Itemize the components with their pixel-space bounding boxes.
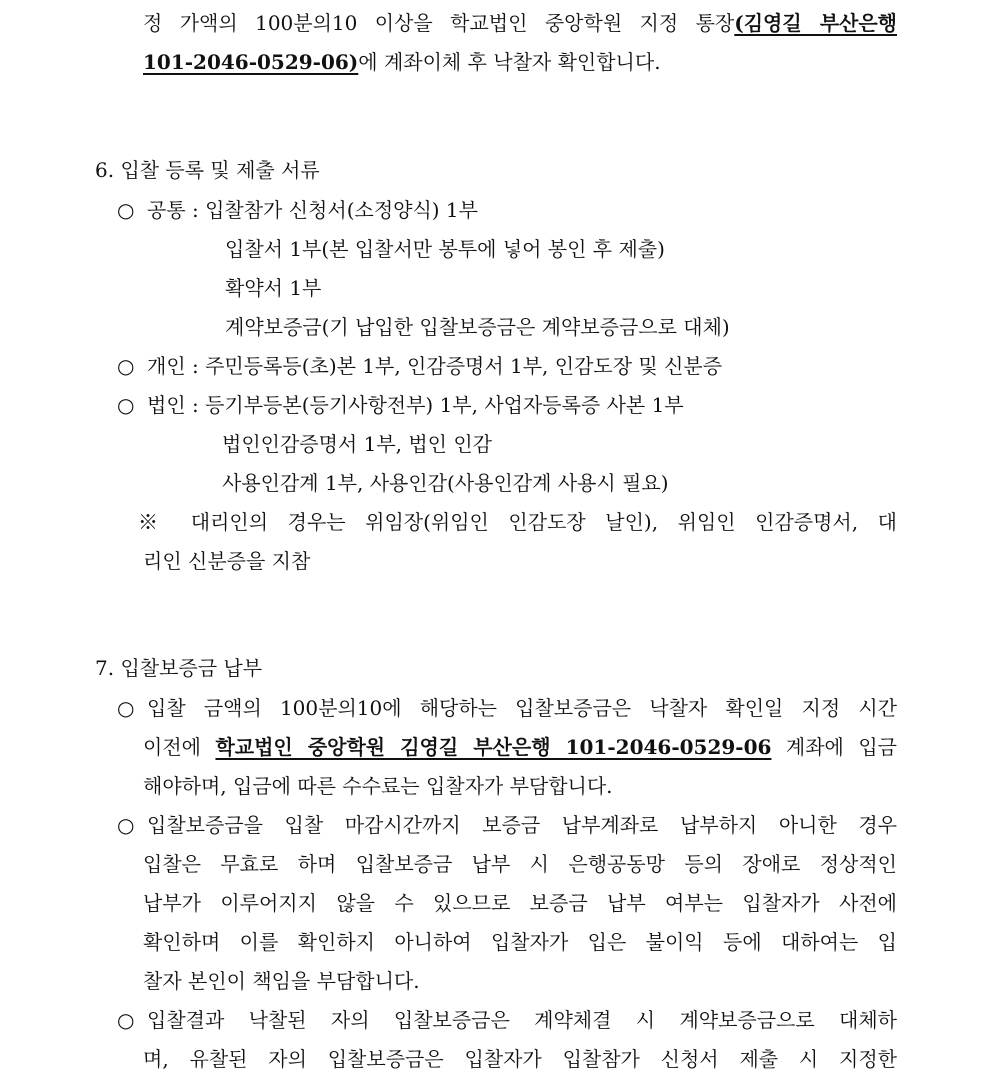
- s6-corporate-row: [117, 390, 684, 420]
- common-item-1: 입찰참가 신청서(소정양식) 1부: [205, 198, 478, 222]
- top-text-a: 정 가액의 100분의10 이상을 학교법인 중앙학원 지정 통장: [143, 11, 735, 35]
- p1-text-2c: 계좌에 입금: [771, 735, 897, 759]
- corporate-item-1: 등기부등본(등기사항전부) 1부, 사업자등록증 사본 1부: [205, 393, 684, 417]
- section-6-heading: 6. 입찰 등록 및 제출 서류: [95, 158, 320, 182]
- bullet-circle-icon: ○: [117, 696, 135, 720]
- top-line-2: [143, 47, 661, 77]
- individual-label: 개인 :: [147, 354, 206, 378]
- bullet-circle-icon: ○: [117, 198, 135, 222]
- top-line-1: [143, 8, 897, 38]
- bullet-circle-icon: ○: [117, 354, 135, 378]
- note-text-1: 대리인의 경우는 위임장(위임인 인감도장 날인), 위임인 인감증명서, 대: [190, 510, 897, 534]
- corporate-label: 법인 :: [147, 393, 206, 417]
- individual-item-1: 주민등록등(초)본 1부, 인감증명서 1부, 인감도장 및 신분증: [205, 354, 723, 378]
- s6-note-line-1: [138, 507, 897, 537]
- s7-p2-line-1: [117, 810, 897, 840]
- s7-p1-line-3: 해야하며, 입금에 따른 수수료는 입찰자가 부담합니다.: [143, 774, 613, 798]
- bullet-circle-icon: ○: [117, 393, 135, 417]
- common-item-2: 입찰서 1부(본 입찰서만 봉투에 넣어 봉인 후 제출): [225, 237, 665, 261]
- common-label: 공통 :: [147, 198, 206, 222]
- p1-text-2a: 이전에: [143, 735, 216, 759]
- s7-p3-line-1: [117, 1005, 897, 1035]
- p3-text-1: 입찰결과 낙찰된 자의 입찰보증금은 계약체결 시 계약보증금으로 대체하: [147, 1008, 897, 1032]
- s7-p1-line-2: [143, 732, 897, 762]
- bank-account-underlined-c: 학교법인 중앙학원 김영길 부산은행 101-2046-0529-06: [215, 735, 772, 759]
- top-text-b: 에 계좌이체 후 낙찰자 확인합니다.: [358, 50, 661, 74]
- corporate-item-2: 법인인감증명서 1부, 법인 인감: [222, 432, 492, 456]
- common-item-3: 확약서 1부: [225, 276, 322, 300]
- common-item-4: 계약보증금(기 납입한 입찰보증금은 계약보증금으로 대체): [225, 315, 730, 339]
- s6-individual-row: [117, 351, 722, 381]
- bullet-circle-icon: ○: [117, 1008, 135, 1032]
- corporate-item-3: 사용인감계 1부, 사용인감(사용인감계 사용시 필요): [222, 471, 669, 495]
- s6-common-row: [117, 195, 478, 225]
- s6-note-line-2: 리인 신분증을 지참: [143, 549, 311, 573]
- s7-p2-line-5: 찰자 본인이 책임을 부담합니다.: [143, 969, 420, 993]
- s7-p3-line-2: 며, 유찰된 자의 입찰보증금은 입찰자가 입찰참가 신청서 제출 시 지정한: [143, 1047, 897, 1071]
- s7-p2-line-2: 입찰은 무효로 하며 입찰보증금 납부 시 은행공동망 등의 장애로 정상적인: [143, 852, 897, 876]
- bank-account-underlined-b: 101-2046-0529-06): [143, 50, 359, 74]
- p2-text-1: 입찰보증금을 입찰 마감시간까지 보증금 납부계좌로 납부하지 아니한 경우: [147, 813, 897, 837]
- s7-p2-line-4: 확인하며 이를 확인하지 아니하여 입찰자가 입은 불이익 등에 대하여는 입: [143, 930, 897, 954]
- bullet-circle-icon: ○: [117, 813, 135, 837]
- s7-p1-line-1: [117, 693, 897, 723]
- reference-mark-icon: ※: [138, 510, 172, 534]
- s7-p2-line-3: 납부가 이루어지지 않을 수 있으므로 보증금 납부 여부는 입찰자가 사전에: [143, 891, 897, 915]
- bank-account-underlined-a: (김영길 부산은행: [734, 11, 897, 35]
- p1-text-1: 입찰 금액의 100분의10에 해당하는 입찰보증금은 낙찰자 확인일 지정 시간: [147, 696, 897, 720]
- section-7-heading: 7. 입찰보증금 납부: [95, 656, 263, 680]
